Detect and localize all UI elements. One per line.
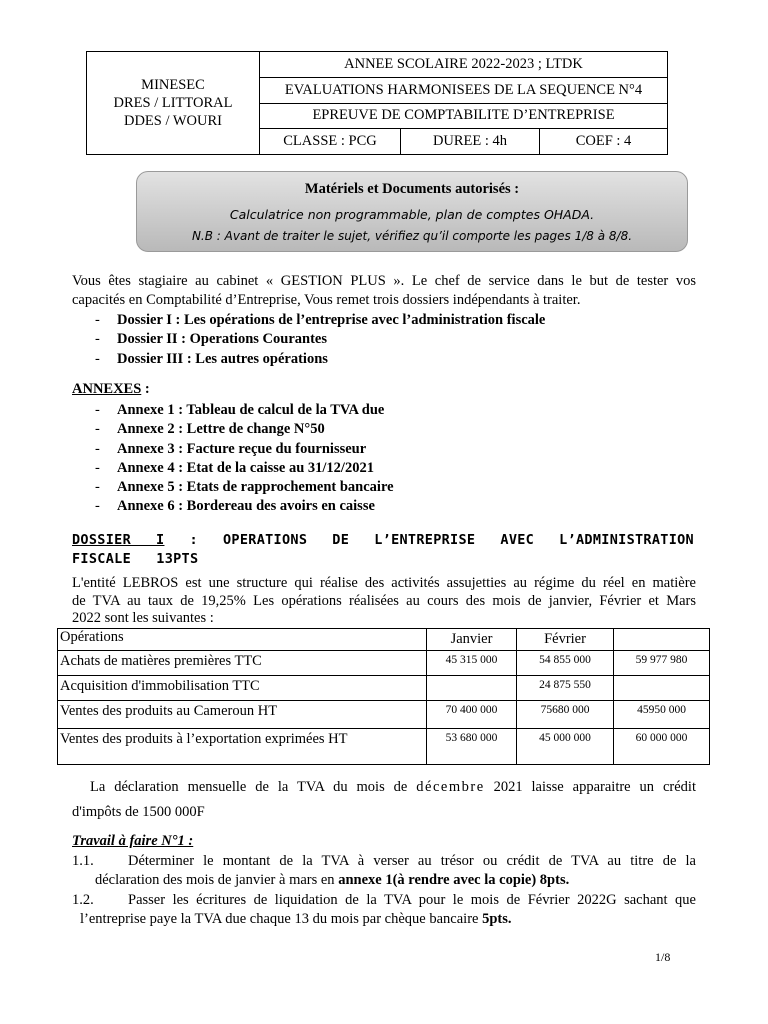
value-cell: 70 400 000 [427, 701, 517, 729]
dossier-list [95, 311, 545, 369]
value-cell: 53 680 000 [427, 729, 517, 765]
exam-title: EPREUVE DE COMPTABILITE D’ENTREPRISE [260, 103, 668, 129]
value-cell: 59 977 980 [614, 651, 710, 676]
annexes-heading: ANNEXES : [72, 381, 150, 397]
value-cell: 75680 000 [517, 701, 614, 729]
ministry-block [87, 52, 260, 155]
row-label: Achats de matières premières TTC [58, 651, 427, 676]
table-header-cell [614, 629, 710, 651]
task-number: 1.2. [72, 892, 94, 908]
page-number: 1/8 [655, 950, 671, 964]
table-header-cell: Janvier [427, 629, 517, 651]
list-item: - Annexe 4 : Etat de la caisse au 31/12/2021 [95, 459, 374, 476]
list-item: - Dossier I : Les opérations de l’entreprise avec l’administration fiscale [95, 312, 546, 328]
coef-cell: COEF : 4 [540, 129, 668, 155]
table-header-cell: Opérations [58, 629, 427, 651]
dossier-1-heading: DOSSIER I : OPERATIONS DE L’ENTREPRISE AVEC L’ADMINISTRATION [72, 532, 694, 548]
task-1-line-1: Déterminer le montant de la TVA à verser au trésor ou crédit de TVA au titre de la [128, 853, 696, 869]
value-cell: 45950 000 [614, 701, 710, 729]
materials-line: Calculatrice non programmable, plan de comptes OHADA. [229, 207, 595, 222]
value-cell: 45 315 000 [427, 651, 517, 676]
value-cell [614, 676, 710, 701]
intro-line-1: Vous êtes stagiaire au cabinet « GESTION PLUS ». Le chef de service dans le but de tester vos [72, 273, 696, 289]
operations-table [57, 628, 710, 765]
annexes-list [95, 401, 394, 517]
context-line-3: 2022 sont les suivantes : [72, 610, 214, 626]
ministry-line: DRES / LITTORAL [113, 95, 233, 111]
declaration-line-1: La déclaration mensuelle de la TVA du mois de décembre 2021 laisse apparaitre un crédit [90, 779, 696, 795]
list-item: - Annexe 1 : Tableau de calcul de la TVA due [95, 402, 385, 418]
dossier-1-heading-line-2: FISCALE 13PTS [72, 551, 199, 567]
materials-title: Matériels et Documents autorisés : [304, 181, 520, 197]
task-number: 1.1. [72, 853, 94, 869]
table-row [58, 676, 710, 701]
list-item: - Dossier III : Les autres opérations [95, 350, 328, 367]
row-label: Acquisition d'immobilisation TTC [58, 676, 427, 701]
class-cell: CLASSE : PCG [260, 129, 401, 155]
declaration-line-2: d'impôts de 1500 000F [72, 804, 205, 820]
value-cell: 60 000 000 [614, 729, 710, 765]
task-2-line-2: l’entreprise paye la TVA due chaque 13 du mois par chèque bancaire 5pts. [80, 911, 512, 927]
materials-note: N.B : Avant de traiter le sujet, vérifiez qu’il comporte les pages 1/8 à 8/8. [191, 229, 633, 243]
materials-box [136, 171, 688, 252]
evaluation-title: EVALUATIONS HARMONISEES DE LA SEQUENCE N°4 [260, 77, 668, 103]
table-row [58, 701, 710, 729]
intro-line-2: capacités en Comptabilité d’Entreprise, Vous remet trois dossiers indépendants à traiter. [72, 292, 581, 308]
task-2-line-1: Passer les écritures de liquidation de la TVA pour le mois de Février 2022G sachant que [128, 892, 696, 908]
school-year: ANNEE SCOLAIRE 2022-2023 ; LTDK [260, 52, 668, 78]
list-item: - Annexe 5 : Etats de rapprochement bancaire [95, 479, 394, 496]
list-item: - Annexe 2 : Lettre de change N°50 [95, 421, 325, 438]
list-item: - Dossier II : Operations Courantes [95, 331, 327, 348]
context-line-1: L'entité LEBROS est une structure qui réalise des activités assujetties au régime du réel en matière [72, 575, 696, 591]
header-table [86, 51, 668, 155]
list-item: - Annexe 3 : Facture reçue du fournisseur [95, 440, 367, 457]
value-cell: 54 855 000 [517, 651, 614, 676]
duration-cell: DUREE : 4h [401, 129, 540, 155]
table-header-cell: Février [517, 629, 614, 651]
value-cell: 45 000 000 [517, 729, 614, 765]
table-header-row [58, 629, 710, 651]
task-1-line-2: déclaration des mois de janvier à mars en annexe 1(à rendre avec la copie) 8pts. [95, 872, 570, 888]
task-title: Travail à faire N°1 : [72, 833, 194, 849]
row-label: Ventes des produits au Cameroun HT [58, 701, 427, 729]
value-cell: 24 875 550 [517, 676, 614, 701]
list-item: - Annexe 6 : Bordereau des avoirs en caisse [95, 498, 375, 515]
ministry-line: MINESEC [141, 77, 205, 93]
context-line-2: de TVA au taux de 19,25% Les opérations réalisées au cours des mois de janvier, Février et Mars [72, 593, 696, 609]
value-cell [427, 676, 517, 701]
table-row [58, 729, 710, 765]
ministry-line: DDES / WOURI [123, 113, 222, 129]
table-row [58, 651, 710, 676]
row-label: Ventes des produits à l’exportation exprimées HT [58, 729, 427, 765]
